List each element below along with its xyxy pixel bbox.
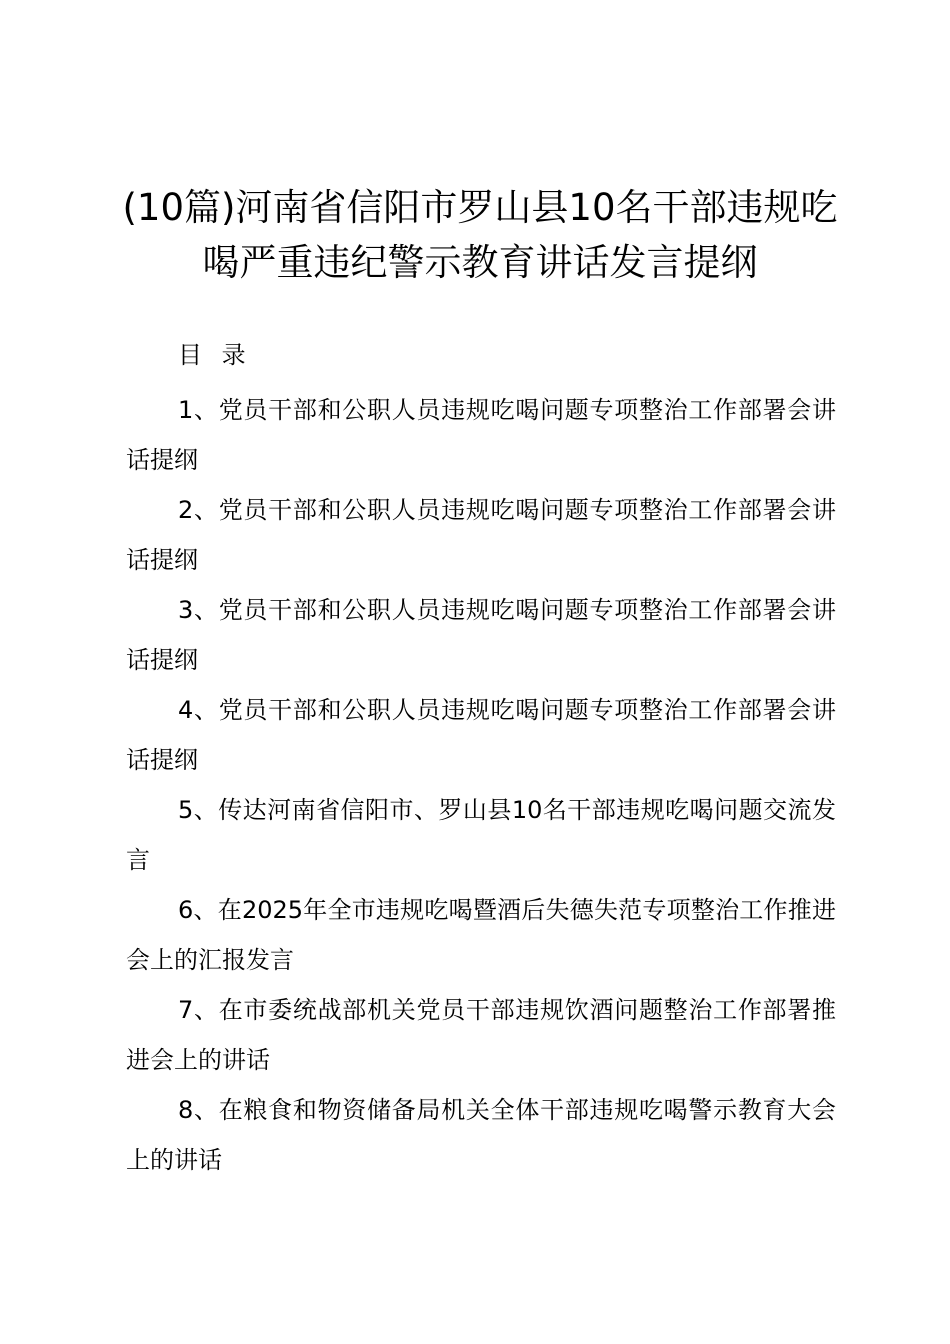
toc-item: 6、在2025年全市违规吃喝暨酒后失德失范专项整治工作推进会上的汇报发言 bbox=[126, 896, 836, 974]
document-title: (10篇)河南省信阳市罗山县10名干部违规吃喝严重违纪警示教育讲话发言提纲 bbox=[122, 186, 838, 284]
toc-item: 7、在市委统战部机关党员干部违规饮酒问题整治工作部署推进会上的讲话 bbox=[126, 996, 836, 1074]
toc-heading: 目 录 bbox=[178, 341, 252, 369]
toc-item: 3、党员干部和公职人员违规吃喝问题专项整治工作部署会讲话提纲 bbox=[126, 596, 836, 674]
toc-item: 5、传达河南省信阳市、罗山县10名干部违规吃喝问题交流发言 bbox=[126, 796, 836, 874]
toc-list bbox=[126, 385, 836, 1185]
toc-item: 2、党员干部和公职人员违规吃喝问题专项整治工作部署会讲话提纲 bbox=[126, 496, 836, 574]
toc-item: 4、党员干部和公职人员违规吃喝问题专项整治工作部署会讲话提纲 bbox=[126, 696, 836, 774]
toc-item: 1、党员干部和公职人员违规吃喝问题专项整治工作部署会讲话提纲 bbox=[126, 396, 836, 474]
toc-item: 8、在粮食和物资储备局机关全体干部违规吃喝警示教育大会上的讲话 bbox=[126, 1096, 836, 1174]
